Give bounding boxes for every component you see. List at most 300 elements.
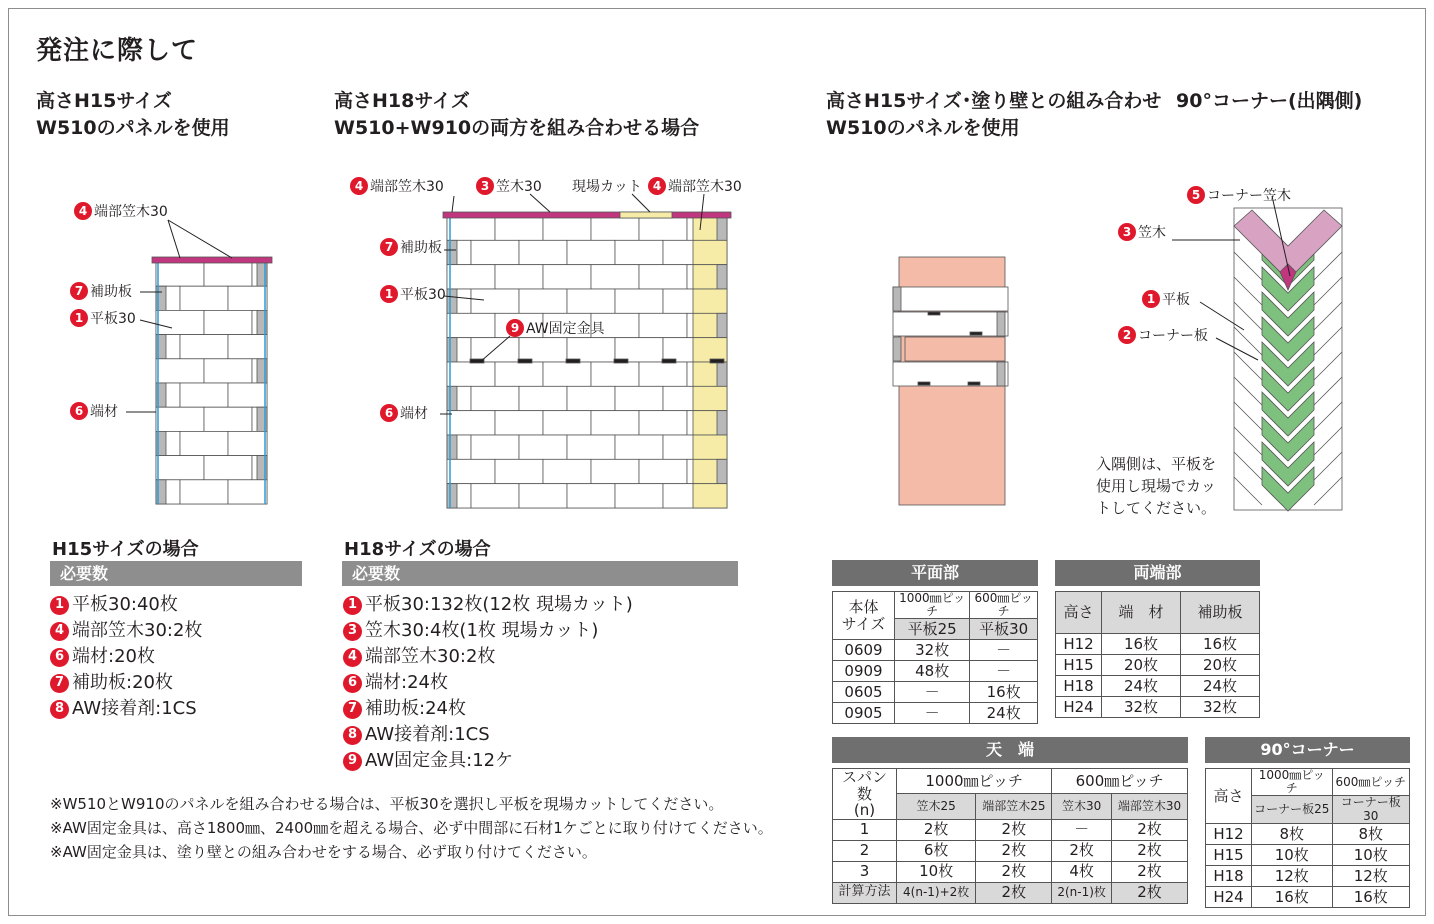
label-text: 平板30 <box>400 287 446 303</box>
cell: H18 <box>1056 676 1102 697</box>
cell: 2枚 <box>976 882 1052 903</box>
marker-2: 2 <box>1118 326 1136 344</box>
req-text: AW接着剤:1CS <box>72 698 197 719</box>
stone-block <box>228 431 267 455</box>
marker: 6 <box>343 674 362 693</box>
table-flat-title: 平面部 <box>832 560 1038 586</box>
cell: － <box>970 640 1038 661</box>
cell: 8枚 <box>1252 823 1333 844</box>
stone-block <box>615 484 663 508</box>
cell: 2 <box>833 840 897 861</box>
cell: 10枚 <box>1332 844 1409 865</box>
marker: 1 <box>50 596 69 615</box>
end-piece <box>717 362 727 386</box>
table-ends <box>1055 591 1260 718</box>
req-item <box>343 696 633 722</box>
stone-block <box>228 383 267 407</box>
stone-block <box>204 359 252 383</box>
header-cell: 笠木30 <box>1052 794 1112 819</box>
cut-cap <box>620 212 672 218</box>
table-row <box>833 840 1188 861</box>
corner-note <box>1096 453 1216 519</box>
cell: H24 <box>1206 886 1252 907</box>
h15-heading-line1: 高さH15サイズ <box>36 90 172 112</box>
req-item <box>50 670 202 696</box>
label-text: コーナー笠木 <box>1207 188 1291 204</box>
aw-bracket <box>918 382 930 385</box>
aw-bracket <box>710 359 724 363</box>
stone-block <box>228 480 267 504</box>
stone-block <box>639 216 687 240</box>
stone-block <box>180 335 228 359</box>
label-h15-aux <box>70 281 132 301</box>
label-h18-flat <box>380 284 446 304</box>
end-piece <box>447 240 457 264</box>
cell: 2枚 <box>976 861 1052 882</box>
stone-block <box>567 289 615 313</box>
end-piece <box>997 312 1005 336</box>
end-piece <box>997 362 1005 386</box>
label-h18-aux <box>380 237 442 257</box>
stone-block <box>893 287 1008 311</box>
label-text: 端部笠木30 <box>94 204 168 220</box>
h18-wall-diagram <box>443 212 731 508</box>
marker: 4 <box>50 622 69 641</box>
cell: 32枚 <box>1102 697 1181 718</box>
cell: 0605 <box>833 682 895 703</box>
header-cell: 高さ <box>1056 592 1102 634</box>
table-row <box>1056 676 1260 697</box>
header-cell: 600㎜ピッチ <box>1332 769 1409 796</box>
header-cell: 600㎜ピッチ <box>970 592 1038 619</box>
page-title: 発注に際して <box>36 36 199 66</box>
stone-block <box>893 362 1008 386</box>
end-piece <box>447 289 457 313</box>
stone-block <box>543 411 591 435</box>
cell: 8枚 <box>1332 823 1409 844</box>
stone-block <box>447 313 495 337</box>
aw-bracket <box>968 382 980 385</box>
cell: 32枚 <box>895 640 970 661</box>
cell: 12枚 <box>1332 865 1409 886</box>
cell: H15 <box>1056 655 1102 676</box>
marker: 7 <box>50 674 69 693</box>
stone-block <box>471 338 519 362</box>
label-text: 現場カット <box>572 179 642 195</box>
h15-req-bar: 必要数 <box>50 561 302 586</box>
cell: 2(n-1)枚 <box>1052 882 1112 903</box>
cell: 2枚 <box>976 819 1052 840</box>
stone-block <box>519 484 567 508</box>
end-piece <box>447 484 457 508</box>
end-piece <box>717 313 727 337</box>
marker-1: 1 <box>1142 290 1160 308</box>
aw-bracket <box>566 359 580 363</box>
leader-line <box>168 220 232 258</box>
stone-block <box>893 312 1008 336</box>
cell: H12 <box>1056 634 1102 655</box>
cell: 16枚 <box>1181 634 1260 655</box>
stone-block <box>447 216 495 240</box>
stone-block <box>204 407 252 431</box>
top-cap <box>443 212 731 218</box>
label-corner-board <box>1118 325 1208 345</box>
marker: 1 <box>343 596 362 615</box>
label-h15-flat <box>70 308 136 328</box>
table-row <box>833 861 1188 882</box>
stone-block <box>615 386 663 410</box>
cell: 2枚 <box>897 819 976 840</box>
stone-block <box>567 386 615 410</box>
end-piece <box>447 435 457 459</box>
stone-block <box>591 216 639 240</box>
cell: 0909 <box>833 661 895 682</box>
end-piece <box>717 216 727 240</box>
table-row <box>833 703 1038 724</box>
corner-note-line: 使用し現場でカッ <box>1096 477 1216 495</box>
table-corner-title: 90°コーナー <box>1205 737 1410 763</box>
req-text: 平板30:40枚 <box>72 594 178 615</box>
header-cell: 端部笠木30 <box>1111 794 1187 819</box>
label-text: 笠木30 <box>496 179 542 195</box>
stone-block <box>615 338 663 362</box>
header-cell: 600㎜ピッチ <box>1052 769 1188 794</box>
stone-block <box>567 435 615 459</box>
h15-req-list <box>50 592 202 722</box>
label-text: 端部笠木30 <box>370 179 444 195</box>
table-ends-title: 両端部 <box>1055 560 1260 586</box>
end-piece <box>717 459 727 483</box>
end-piece <box>447 386 457 410</box>
label-h18-bracket <box>506 318 605 338</box>
notes <box>50 792 773 864</box>
cell: 10枚 <box>897 861 976 882</box>
stone-block <box>543 459 591 483</box>
req-text: 端部笠木30:2枚 <box>365 646 496 667</box>
stone-block <box>156 407 204 431</box>
cell: 12枚 <box>1252 865 1333 886</box>
stone-block <box>228 286 267 310</box>
stone-block <box>180 480 228 504</box>
corner-diagram <box>1234 208 1342 511</box>
marker: 9 <box>343 752 362 771</box>
stone-block <box>447 265 495 289</box>
cell: 3 <box>833 861 897 882</box>
cell: H18 <box>1206 865 1252 886</box>
req-item <box>50 696 202 722</box>
label-corner-cap <box>1187 185 1291 205</box>
label-text: 笠木 <box>1138 225 1166 241</box>
cell: 16枚 <box>970 682 1038 703</box>
corner-note-line: 入隅側は、平板を <box>1096 455 1217 473</box>
stone-block <box>591 265 639 289</box>
aw-bracket <box>614 359 628 363</box>
label-h18-cap <box>476 176 542 196</box>
end-cap <box>152 257 272 263</box>
stone-block <box>519 338 567 362</box>
table-row <box>1206 886 1410 907</box>
leader-line <box>632 194 650 212</box>
stone-block <box>156 262 204 286</box>
label-h18-end-cap-right <box>648 176 742 196</box>
stone-block <box>447 362 495 386</box>
plaster-gap <box>905 337 1005 361</box>
cell: － <box>1052 819 1112 840</box>
plaster-wall-diagram <box>893 257 1008 505</box>
stone-block <box>639 313 687 337</box>
req-item <box>343 644 633 670</box>
wall-heading-line1: 高さH15サイズ･塗り壁との組み合わせ <box>826 90 1162 112</box>
marker-5: 5 <box>1187 186 1205 204</box>
stone-block <box>567 240 615 264</box>
header-cell: (n) <box>853 801 876 819</box>
header-cell: 平板25 <box>895 619 970 640</box>
marker-3: 3 <box>1118 223 1136 241</box>
req-item <box>50 592 202 618</box>
label-text: 補助板 <box>400 240 442 256</box>
req-text: AW接着剤:1CS <box>365 724 490 745</box>
stone-block <box>156 359 204 383</box>
cell: 16枚 <box>1332 886 1409 907</box>
table-row <box>833 819 1188 840</box>
marker: 6 <box>50 648 69 667</box>
cell: 16枚 <box>1252 886 1333 907</box>
header-cell: サイズ <box>841 614 886 633</box>
cell: 計算方法 <box>833 882 897 903</box>
req-item <box>343 722 633 748</box>
marker-6: 6 <box>70 402 88 420</box>
marker-6: 6 <box>380 404 398 422</box>
label-text: 端材 <box>400 406 428 422</box>
cell: － <box>895 703 970 724</box>
cell: 2枚 <box>1052 840 1112 861</box>
header-cell: 補助板 <box>1181 592 1260 634</box>
stone-block <box>447 411 495 435</box>
cell: 24枚 <box>1102 676 1181 697</box>
h18-heading-line1: 高さH18サイズ <box>334 90 470 112</box>
cell: 2枚 <box>1111 861 1187 882</box>
table-row <box>833 661 1038 682</box>
cell: － <box>895 682 970 703</box>
cell: 2枚 <box>1111 882 1187 903</box>
table-flat <box>832 591 1038 724</box>
table-row <box>1056 634 1260 655</box>
stone-block <box>567 338 615 362</box>
cell: 16枚 <box>1102 634 1181 655</box>
label-h15-end <box>70 401 118 421</box>
label-corner-top-cap <box>1118 222 1166 242</box>
leader-line <box>530 194 550 212</box>
label-h15-end-cap <box>74 201 168 221</box>
stone-block <box>471 386 519 410</box>
header-cell: 1000㎜ピッチ <box>1252 769 1333 796</box>
cell: 10枚 <box>1252 844 1333 865</box>
end-piece <box>447 338 457 362</box>
marker-4: 4 <box>74 202 92 220</box>
note-line: ※W510とW910のパネルを組み合わせる場合は、平板30を選択し平板を現場カットしてください。 <box>50 795 724 813</box>
header-cell: スパン数 <box>841 768 887 803</box>
cell: H15 <box>1206 844 1252 865</box>
table-row <box>833 640 1038 661</box>
stone-block <box>156 310 204 334</box>
h15-wall-diagram <box>152 257 272 504</box>
stone-block <box>639 265 687 289</box>
stone-block <box>519 240 567 264</box>
req-item <box>50 618 202 644</box>
stone-block <box>204 310 252 334</box>
stone-block <box>567 484 615 508</box>
req-item <box>343 592 633 618</box>
stone-block <box>639 459 687 483</box>
end-piece <box>717 265 727 289</box>
note-line: ※AW固定金具は、塗り壁との組み合わせをする場合、必ず取り付けてください。 <box>50 843 597 861</box>
cut-block <box>693 338 727 362</box>
cell: 1 <box>833 819 897 840</box>
cell: － <box>970 661 1038 682</box>
stone-block <box>591 459 639 483</box>
stone-block <box>639 411 687 435</box>
cell: 2枚 <box>1111 840 1187 861</box>
header-cell: 1000㎜ピッチ <box>897 769 1052 794</box>
stone-block <box>204 456 252 480</box>
stone-block <box>156 456 204 480</box>
cut-block <box>693 289 727 313</box>
header-cell: 本体 <box>848 598 879 617</box>
req-text: AW固定金具:12ケ <box>365 750 514 771</box>
cell: 2枚 <box>976 840 1052 861</box>
h18-req-list <box>343 592 633 774</box>
table-row <box>1206 823 1410 844</box>
cut-block <box>693 240 727 264</box>
stone-block <box>471 435 519 459</box>
header-cell: 笠木25 <box>897 794 976 819</box>
cut-block <box>693 484 727 508</box>
table-row <box>1056 655 1260 676</box>
table-row <box>833 682 1038 703</box>
stone-block <box>228 335 267 359</box>
marker-1: 1 <box>70 309 88 327</box>
aw-bracket <box>970 332 982 335</box>
req-text: 補助板:20枚 <box>72 672 173 693</box>
note-line: ※AW固定金具は、高さ1800㎜、2400㎜を超える場合、必ず中間部に石材1ケごとに取り付けてください。 <box>50 819 773 837</box>
req-text: 端材:24枚 <box>365 672 448 693</box>
marker: 8 <box>50 700 69 719</box>
cell: 4枚 <box>1052 861 1112 882</box>
stone-block <box>543 265 591 289</box>
table-row <box>1206 865 1410 886</box>
h15-req-title: H15サイズの場合 <box>52 539 199 560</box>
req-text: 平板30:132枚(12枚 現場カット) <box>365 594 633 615</box>
stone-block <box>615 240 663 264</box>
marker-4: 4 <box>350 177 368 195</box>
label-h18-end <box>380 403 428 423</box>
stone-block <box>495 411 543 435</box>
req-text: 端部笠木30:2枚 <box>72 620 203 641</box>
stone-block <box>447 459 495 483</box>
marker-3: 3 <box>476 177 494 195</box>
stone-block <box>471 289 519 313</box>
cell: 24枚 <box>1181 676 1260 697</box>
corner-heading: 90°コーナー(出隅側) <box>1176 90 1363 112</box>
header-cell: 1000㎜ピッチ <box>895 592 970 619</box>
wall-heading-line2: W510のパネルを使用 <box>826 117 1020 139</box>
end-piece <box>717 411 727 435</box>
cell: 2枚 <box>1111 819 1187 840</box>
h18-req-bar: 必要数 <box>342 561 738 586</box>
req-item <box>50 644 202 670</box>
stone-block <box>495 459 543 483</box>
stone-block <box>519 289 567 313</box>
cut-block <box>693 386 727 410</box>
stone-block <box>615 435 663 459</box>
header-cell: 端 材 <box>1102 592 1181 634</box>
cell: 4(n-1)+2枚 <box>897 882 976 903</box>
table-row <box>1206 844 1410 865</box>
label-text: 端部笠木30 <box>668 179 742 195</box>
table-top <box>832 768 1188 904</box>
header-cell: 平板30 <box>970 619 1038 640</box>
marker-1: 1 <box>380 285 398 303</box>
stone-block <box>180 383 228 407</box>
header-cell: 端部笠木25 <box>976 794 1052 819</box>
h15-heading-line2: W510のパネルを使用 <box>36 117 230 139</box>
leader-line <box>452 196 454 212</box>
stone-block <box>471 240 519 264</box>
label-h18-cut <box>572 176 642 196</box>
stone-block <box>591 411 639 435</box>
corner-note-line: トしてください。 <box>1096 499 1217 517</box>
stone-block <box>519 386 567 410</box>
table-row-calc <box>833 882 1188 903</box>
header-cell: コーナー板25 <box>1252 796 1333 823</box>
aw-bracket <box>928 312 940 315</box>
req-item <box>343 670 633 696</box>
table-row <box>1056 697 1260 718</box>
label-text: コーナー板 <box>1138 328 1208 344</box>
marker: 3 <box>343 622 362 641</box>
label-text: 平板30 <box>90 311 136 327</box>
stone-block <box>471 484 519 508</box>
stone-block <box>204 262 252 286</box>
cell: 0905 <box>833 703 895 724</box>
stone-block <box>639 362 687 386</box>
cell: 20枚 <box>1102 655 1181 676</box>
label-text: 端材 <box>90 404 118 420</box>
req-text: 笠木30:4枚(1枚 現場カット) <box>365 620 599 641</box>
cell: 20枚 <box>1181 655 1260 676</box>
cell: H24 <box>1056 697 1102 718</box>
label-text: 補助板 <box>90 284 132 300</box>
cut-block <box>693 435 727 459</box>
req-item <box>343 748 633 774</box>
cell: 48枚 <box>895 661 970 682</box>
stone-block <box>495 362 543 386</box>
table-top-title: 天 端 <box>832 737 1188 763</box>
marker: 4 <box>343 648 362 667</box>
end-piece <box>893 337 901 361</box>
table-corner <box>1205 768 1410 908</box>
marker-7: 7 <box>70 282 88 300</box>
stone-block <box>180 431 228 455</box>
marker: 7 <box>343 700 362 719</box>
marker-9: 9 <box>506 319 524 337</box>
cell: 24枚 <box>970 703 1038 724</box>
req-text: 補助板:24枚 <box>365 698 466 719</box>
stone-block <box>495 216 543 240</box>
stone-block <box>591 362 639 386</box>
label-text: AW固定金具 <box>526 321 605 337</box>
label-h18-end-cap-left <box>350 176 444 196</box>
